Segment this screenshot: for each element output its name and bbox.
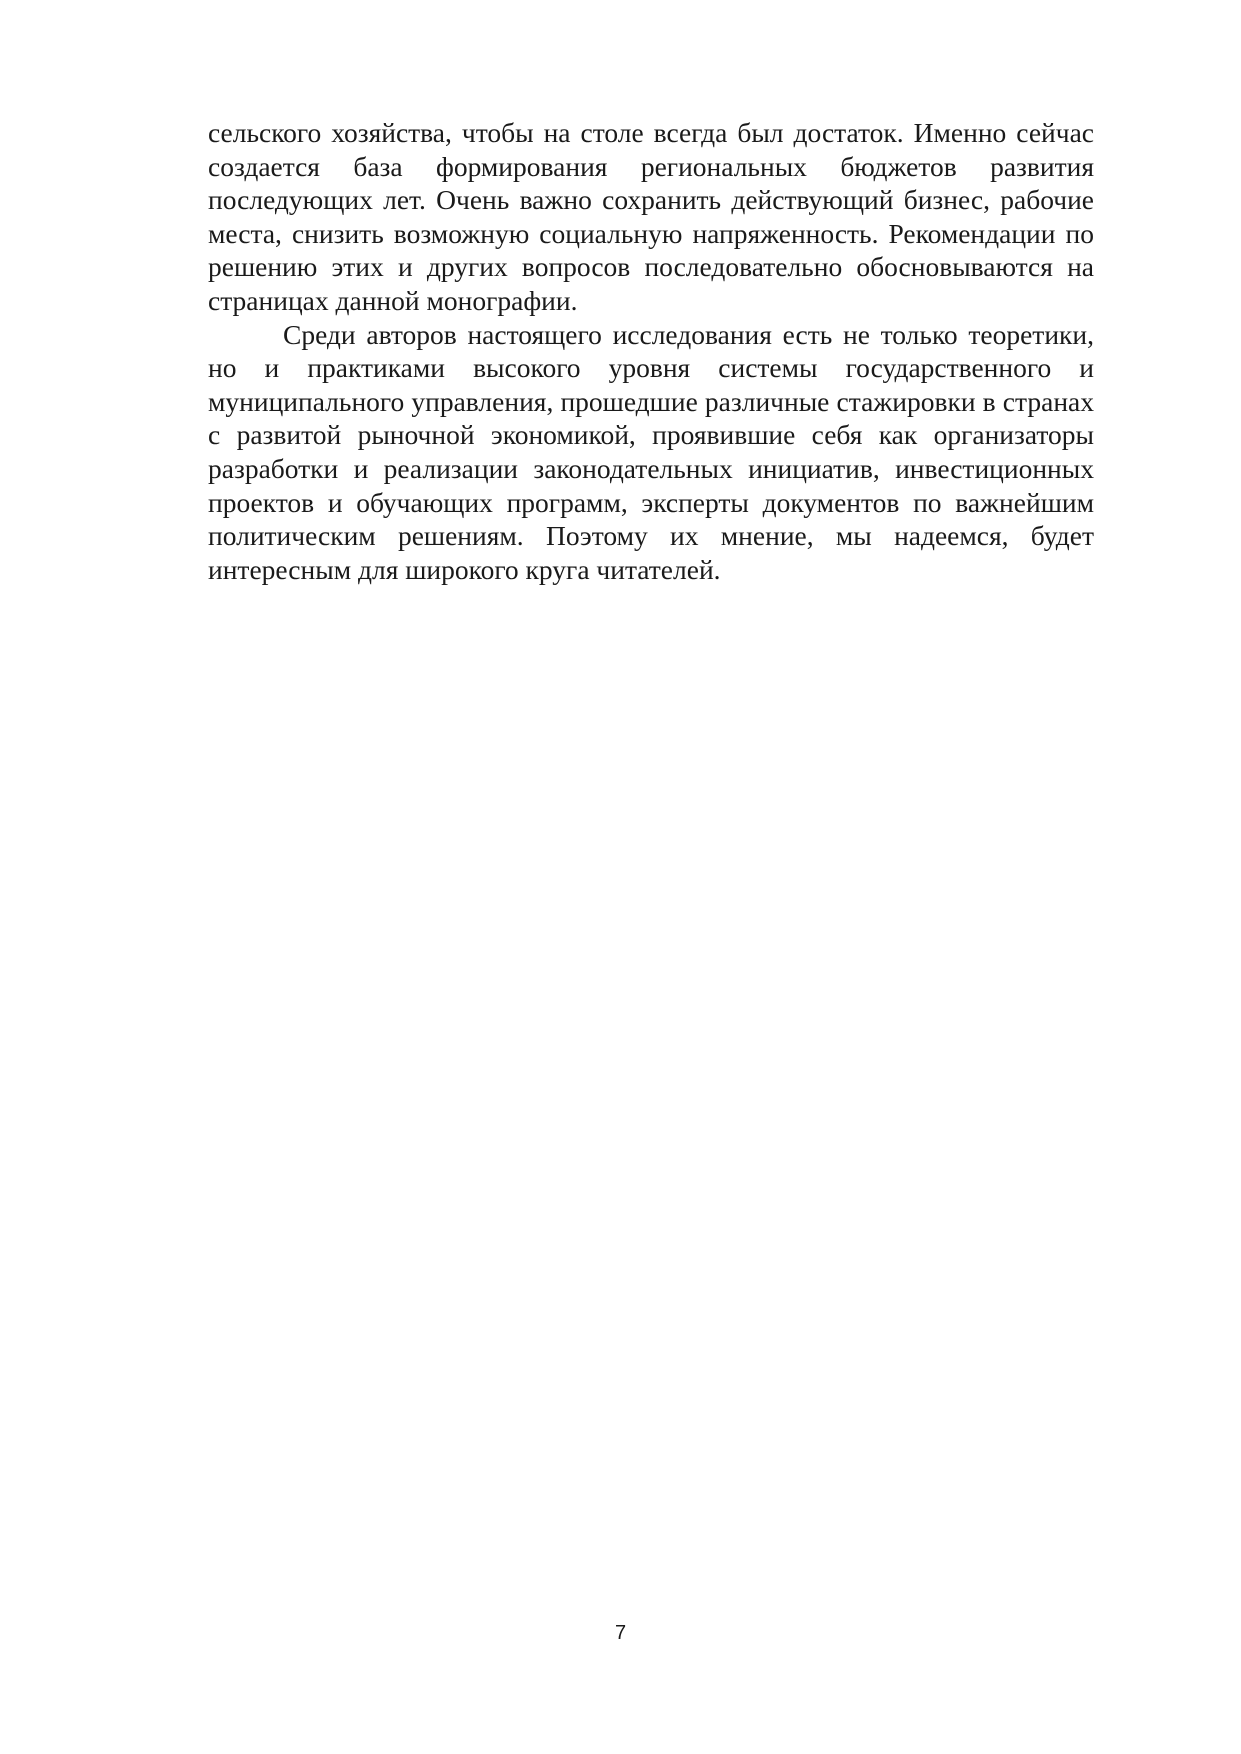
paragraph-continuation: сельского хозяйства, чтобы на столе всегда был достаток. Именно сейчас создается база формирования региональных бюджетов развития последующих лет. Очень важно сохранить действующий бизнес, рабочие места, снизить возможную социальную напряженность. Рекомендации по решению этих и других вопросов последовательно обосновываются на страницах данной монографии. — [208, 117, 1094, 316]
page-number: 7 — [614, 1622, 627, 1644]
paragraph-authors: Среди авторов настоящего исследования есть не только теоретики, но и практиками высокого уровня системы государственного и муниципального управления, прошедшие различные стажировки в странах с развитой рыночной экономикой, проявившие себя как организаторы разработки и реализации законодательных инициатив, инвестиционных проектов и обучающих программ, эксперты документов по важнейшим политическим решениям. Поэтому их мнение, мы надеемся, будет интересным для широкого круга читателей. — [208, 318, 1094, 585]
body-text — [208, 116, 1094, 586]
